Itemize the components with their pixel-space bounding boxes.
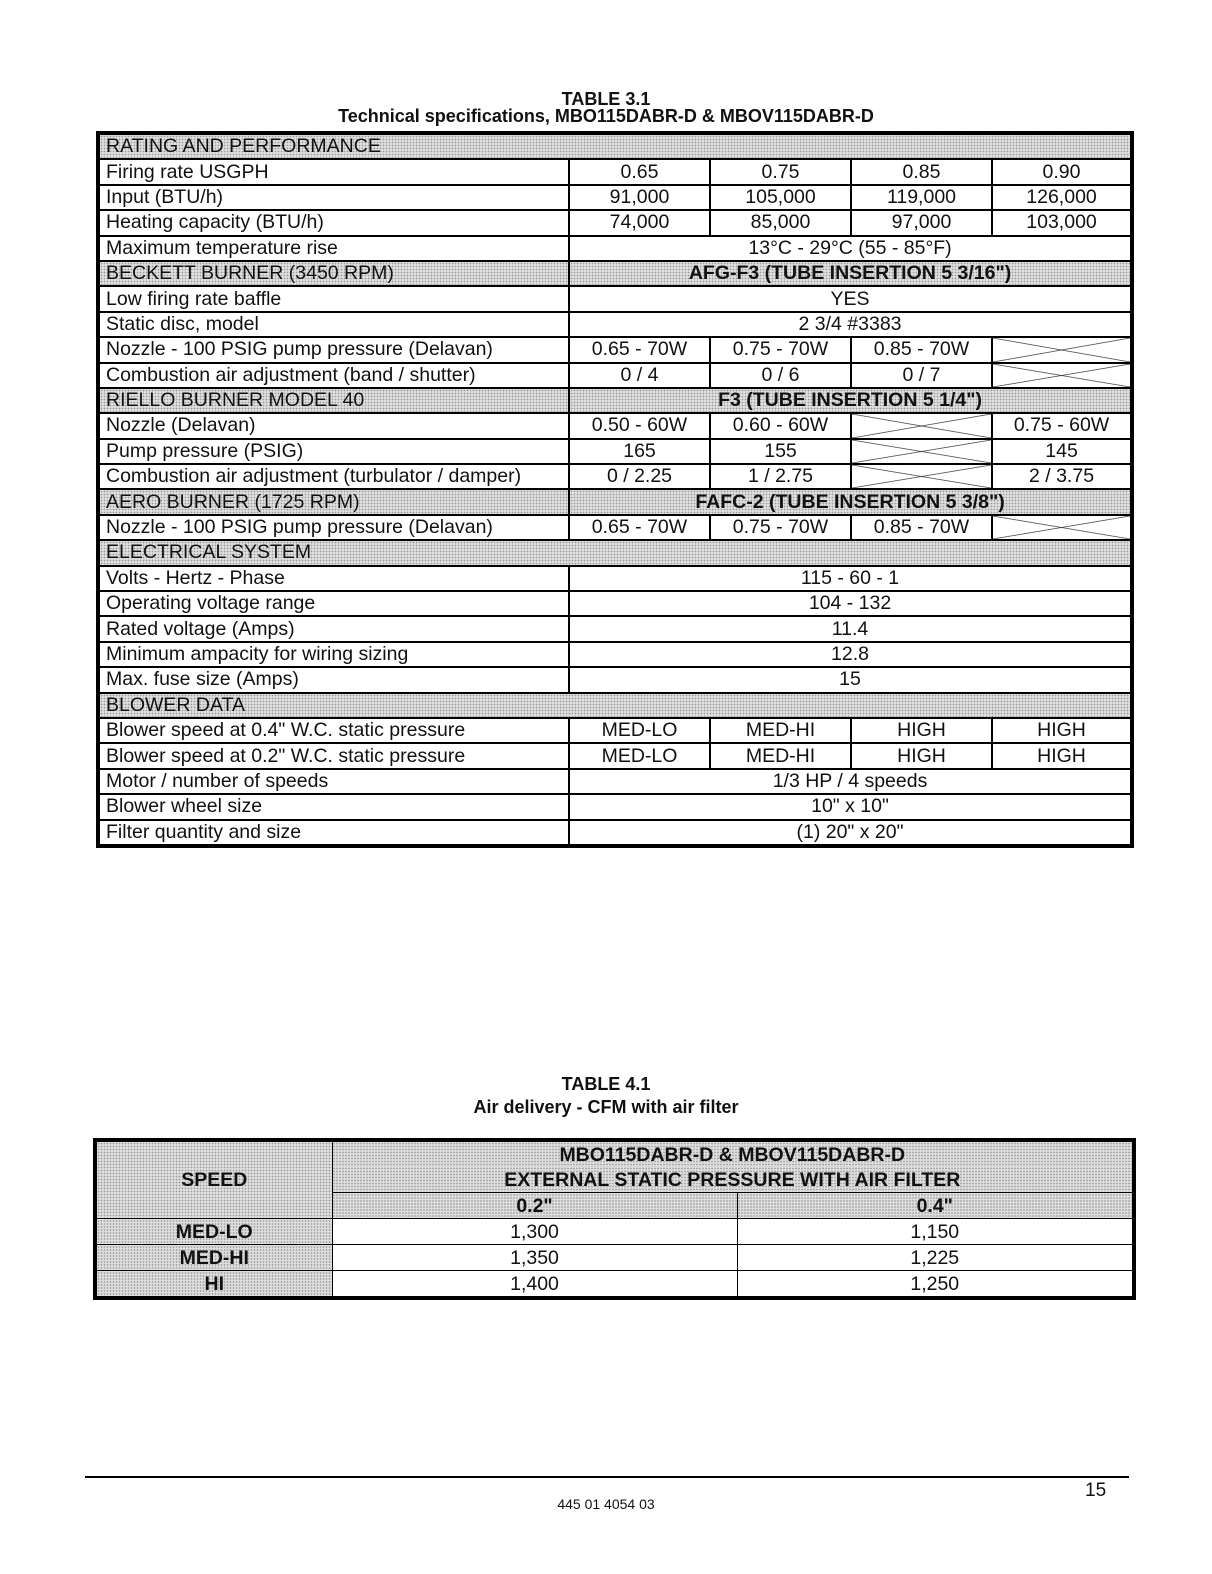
cell: 1 / 2.75 — [710, 464, 851, 489]
table-row — [98, 515, 1132, 540]
cell: HIGH — [851, 718, 992, 743]
section-value: AFG-F3 (TUBE INSERTION 5 3/16") — [569, 261, 1132, 286]
table-row — [98, 210, 1132, 235]
model-header: MBO115DABR-D & MBOV115DABR-D — [332, 1140, 1134, 1167]
cell: 15 — [569, 667, 1132, 692]
table-4-1-title: Air delivery - CFM with air filter — [473, 1097, 739, 1117]
cell: 74,000 — [569, 210, 710, 235]
cell: (1) 20" x 20" — [569, 820, 1132, 846]
row-label: Minimum ampacity for wiring sizing — [98, 642, 569, 667]
cell: 0 / 2.25 — [569, 464, 710, 489]
section-label: AERO BURNER (1725 RPM) — [98, 489, 569, 514]
cell: 13°C - 29°C (55 - 85°F) — [569, 236, 1132, 261]
cell: 1,150 — [737, 1219, 1134, 1245]
row-label: Nozzle (Delavan) — [98, 413, 569, 438]
table-row — [98, 616, 1132, 641]
section-label: RIELLO BURNER MODEL 40 — [98, 388, 569, 413]
section-value: FAFC-2 (TUBE INSERTION 5 3/8") — [569, 489, 1132, 514]
cell: 0.85 - 70W — [851, 337, 992, 362]
speed-label: MED-HI — [95, 1245, 332, 1271]
cell: 0.90 — [992, 159, 1132, 184]
cell: 2 / 3.75 — [992, 464, 1132, 489]
cell: 0.65 — [569, 159, 710, 184]
not-applicable-cell — [992, 337, 1132, 362]
table-row — [98, 820, 1132, 846]
cell: 105,000 — [710, 185, 851, 210]
row-label: Max. fuse size (Amps) — [98, 667, 569, 692]
page-number: 15 — [1085, 1480, 1107, 1501]
row-label: Rated voltage (Amps) — [98, 616, 569, 641]
table-row — [98, 743, 1132, 768]
speed-header: SPEED — [95, 1140, 332, 1219]
cell: 155 — [710, 439, 851, 464]
cell: 1/3 HP / 4 speeds — [569, 769, 1132, 794]
row-label: Volts - Hertz - Phase — [98, 566, 569, 591]
section-label: BLOWER DATA — [98, 693, 1132, 718]
cell: 104 - 132 — [569, 591, 1132, 616]
footer-rule — [85, 1476, 1129, 1478]
cell: 1,400 — [332, 1271, 737, 1299]
cell: 1,250 — [737, 1271, 1134, 1299]
section-value: F3 (TUBE INSERTION 5 1/4") — [569, 388, 1132, 413]
cell: 115 - 60 - 1 — [569, 566, 1132, 591]
table-row — [98, 413, 1132, 438]
row-label: Nozzle - 100 PSIG pump pressure (Delavan) — [98, 515, 569, 540]
speed-label: MED-LO — [95, 1219, 332, 1245]
cell: 12.8 — [569, 642, 1132, 667]
cell: 97,000 — [851, 210, 992, 235]
cell: 0.75 - 70W — [710, 515, 851, 540]
table-row — [98, 337, 1132, 362]
cell: 145 — [992, 439, 1132, 464]
cell: MED-HI — [710, 718, 851, 743]
cell: 0.50 - 60W — [569, 413, 710, 438]
section-blower-data — [98, 693, 1132, 718]
speed-label: HI — [95, 1271, 332, 1299]
table-row — [98, 286, 1132, 311]
section-label: ELECTRICAL SYSTEM — [98, 540, 1132, 565]
cell: MED-HI — [710, 743, 851, 768]
not-applicable-cell — [851, 413, 992, 438]
table-row — [98, 185, 1132, 210]
section-riello-burner — [98, 388, 1132, 413]
cell: 0 / 7 — [851, 363, 992, 388]
row-label: Heating capacity (BTU/h) — [98, 210, 569, 235]
table-3-1-title: Technical specifications, MBO115DABR-D & MBOV115DABR-D — [338, 106, 874, 126]
table-row — [98, 464, 1132, 489]
air-delivery-table — [93, 1138, 1136, 1300]
cell: 0.65 - 70W — [569, 337, 710, 362]
table-row — [98, 794, 1132, 819]
section-beckett-burner — [98, 261, 1132, 286]
pressure-header: 0.2" — [332, 1193, 737, 1219]
table-row — [98, 642, 1132, 667]
row-label: Operating voltage range — [98, 591, 569, 616]
not-applicable-cell — [992, 363, 1132, 388]
row-label: Input (BTU/h) — [98, 185, 569, 210]
row-label: Combustion air adjustment (band / shutter) — [98, 363, 569, 388]
row-label: Filter quantity and size — [98, 820, 569, 846]
cell: 0.85 - 70W — [851, 515, 992, 540]
cell: 0.85 — [851, 159, 992, 184]
table-row — [98, 439, 1132, 464]
cell: MED-LO — [569, 718, 710, 743]
table-row — [98, 718, 1132, 743]
cell: 91,000 — [569, 185, 710, 210]
cell: 0.75 - 70W — [710, 337, 851, 362]
cell: 0.75 - 60W — [992, 413, 1132, 438]
cell: HIGH — [992, 743, 1132, 768]
row-label: Low firing rate baffle — [98, 286, 569, 311]
cell: 2 3/4 #3383 — [569, 312, 1132, 337]
cell: 103,000 — [992, 210, 1132, 235]
section-electrical-system — [98, 540, 1132, 565]
table-row — [95, 1219, 1134, 1245]
row-label: Blower speed at 0.2" W.C. static pressure — [98, 743, 569, 768]
cell: 0.60 - 60W — [710, 413, 851, 438]
cell: 85,000 — [710, 210, 851, 235]
cell: HIGH — [992, 718, 1132, 743]
row-label: Firing rate USGPH — [98, 159, 569, 184]
section-rating-performance — [98, 133, 1132, 159]
not-applicable-cell — [992, 515, 1132, 540]
cell: 10" x 10" — [569, 794, 1132, 819]
cell: 1,225 — [737, 1245, 1134, 1271]
table-row — [98, 159, 1132, 184]
cell: 119,000 — [851, 185, 992, 210]
technical-specifications-table — [96, 131, 1134, 848]
table-row — [98, 591, 1132, 616]
cell: 0.75 — [710, 159, 851, 184]
cell: 0 / 4 — [569, 363, 710, 388]
esp-header: EXTERNAL STATIC PRESSURE WITH AIR FILTER — [332, 1167, 1134, 1193]
cell: MED-LO — [569, 743, 710, 768]
row-label: Pump pressure (PSIG) — [98, 439, 569, 464]
table-row — [98, 363, 1132, 388]
cell: 1,300 — [332, 1219, 737, 1245]
table-3-1-label: TABLE 3.1 — [561, 89, 651, 109]
table-row — [98, 667, 1132, 692]
row-label: Maximum temperature rise — [98, 236, 569, 261]
cell: YES — [569, 286, 1132, 311]
row-label: Motor / number of speeds — [98, 769, 569, 794]
table-row — [95, 1245, 1134, 1271]
section-aero-burner — [98, 489, 1132, 514]
table-row — [98, 236, 1132, 261]
pressure-header: 0.4" — [737, 1193, 1134, 1219]
table-row — [98, 312, 1132, 337]
not-applicable-cell — [851, 439, 992, 464]
header-row — [95, 1140, 1134, 1167]
table-4-1-label: TABLE 4.1 — [561, 1074, 651, 1094]
row-label: Blower speed at 0.4" W.C. static pressure — [98, 718, 569, 743]
row-label: Combustion air adjustment (turbulator / damper) — [98, 464, 569, 489]
row-label: Blower wheel size — [98, 794, 569, 819]
cell: 1,350 — [332, 1245, 737, 1271]
cell: 0.65 - 70W — [569, 515, 710, 540]
table-row — [95, 1271, 1134, 1299]
cell: HIGH — [851, 743, 992, 768]
document-number: 445 01 4054 03 — [557, 1496, 655, 1512]
cell: 165 — [569, 439, 710, 464]
not-applicable-cell — [851, 464, 992, 489]
row-label: Nozzle - 100 PSIG pump pressure (Delavan) — [98, 337, 569, 362]
row-label: Static disc, model — [98, 312, 569, 337]
cell: 0 / 6 — [710, 363, 851, 388]
table-row — [98, 566, 1132, 591]
section-label: BECKETT BURNER (3450 RPM) — [98, 261, 569, 286]
section-label: RATING AND PERFORMANCE — [98, 133, 1132, 159]
cell: 11.4 — [569, 616, 1132, 641]
table-row — [98, 769, 1132, 794]
cell: 126,000 — [992, 185, 1132, 210]
